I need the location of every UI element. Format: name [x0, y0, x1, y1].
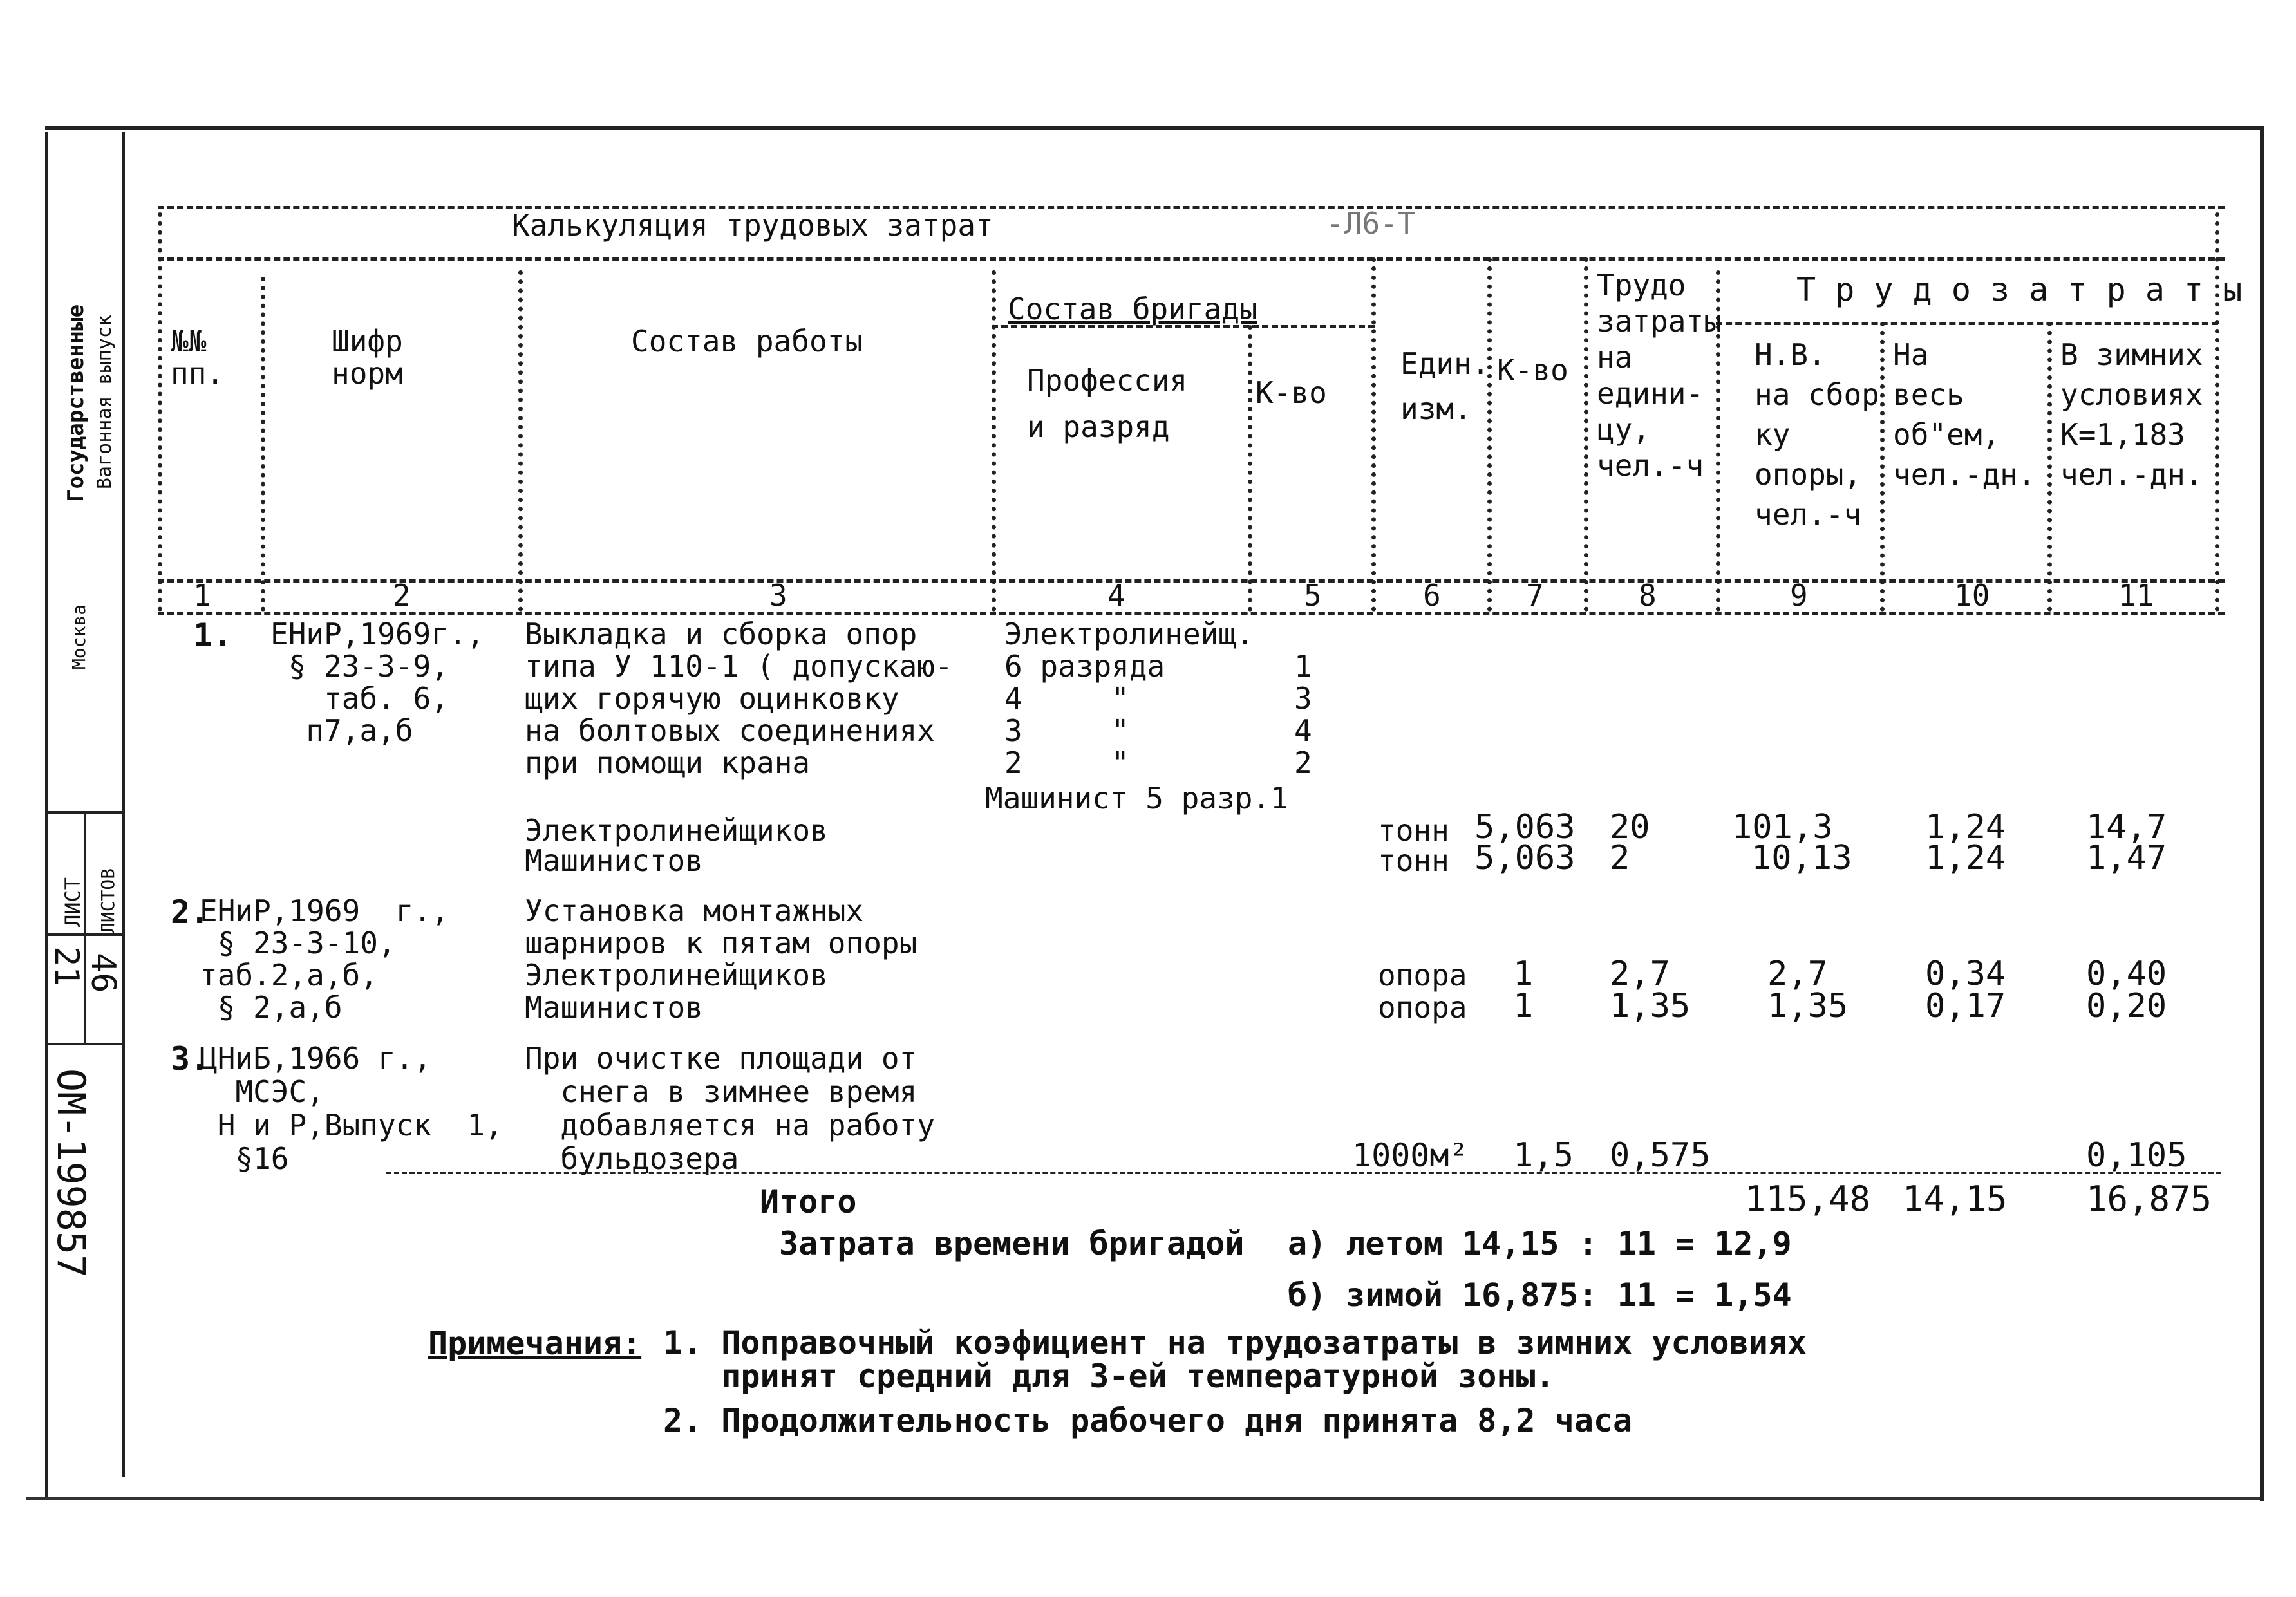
row3-num: 3. — [171, 1040, 210, 1078]
total-label: Итого — [760, 1183, 857, 1220]
brigade-time-summer: а) летом 14,15 : 11 = 12,9 — [1288, 1225, 1792, 1262]
row1-profession: Электролинейщ. 6 разряда 4 " 3 " 2 " — [1004, 617, 1254, 780]
header-second-line — [158, 257, 2225, 261]
row1-sub1-labor-unit: 20 — [1610, 808, 1650, 846]
row1-work: Выкладка и сборка опор типа У 110-1 ( допускаю- щих горячую оцинковку на болтовых соединениях при помощи крана — [525, 617, 953, 780]
col-number-7: 7 — [1526, 578, 1544, 613]
row2-code: ЕНиР,1969 г., § 23-3-10, таб.2,а,б, § 2,а,б — [200, 893, 449, 1025]
side-sheets-label: ЛИСТОВ — [97, 868, 118, 933]
row1-sub2-labor-unit: 2 — [1610, 839, 1630, 877]
row2-sub1-name: Электролинейщиков — [525, 958, 828, 993]
vline-10 — [2047, 322, 2052, 612]
row2-sub1-qty: 1 — [1513, 955, 1534, 993]
row2-work: Установка монтажных шарниров к пятам опоры — [525, 893, 917, 960]
total-nv: 115,48 — [1745, 1179, 1871, 1219]
col-number-5: 5 — [1304, 578, 1322, 613]
side-stamp-2: Вагонная выпуск — [93, 315, 116, 489]
col-number-11: 11 — [2118, 578, 2154, 613]
row2-sub2-labor-unit: 1,35 — [1610, 987, 1691, 1025]
note-2: 2. Продолжительность рабочего дня принята 8,2 часа — [663, 1402, 1633, 1439]
col-number-4: 4 — [1107, 578, 1125, 613]
row2-sub2-nv: 1,35 — [1767, 987, 1849, 1025]
col-number-2: 2 — [393, 578, 411, 613]
row1-sub2-total: 1,24 — [1925, 839, 2006, 877]
row3-labor-unit: 0,575 — [1610, 1136, 1711, 1175]
vline-4 — [1248, 325, 1252, 612]
header-top-line — [158, 206, 2225, 209]
header-total-volume: На весь об"ем, чел.-дн. — [1893, 337, 2036, 492]
brigade-time-winter: б) зимой 16,875: 11 = 1,54 — [1288, 1276, 1792, 1314]
side-list-number: 21 — [47, 946, 86, 987]
table-title: Калькуляция трудовых затрат — [512, 208, 993, 243]
col-number-1: 1 — [193, 578, 211, 613]
vline-3 — [992, 270, 996, 612]
header-bottom-line — [158, 579, 2225, 583]
row1-machinist: Машинист 5 разр.1 — [985, 781, 1288, 816]
header-count: К-во — [1256, 375, 1327, 410]
row1-sub2-unit: тонн — [1378, 843, 1449, 878]
row2-sub1-labor-unit: 2,7 — [1610, 955, 1670, 993]
row1-sub2-nv: 10,13 — [1751, 839, 1852, 877]
row3-underline — [386, 1172, 2221, 1174]
row1-sub1-qty: 5,063 — [1474, 808, 1576, 846]
row1-code: ЕНиР,1969г., § 23-3-9, таб. 6, п7,а,б — [270, 617, 485, 748]
row3-work: При очистке площади от снега в зимнее время добавляется на работу бульдозера — [525, 1041, 935, 1176]
row2-sub1-winter: 0,40 — [2086, 955, 2167, 993]
notes-label: Примечания: — [428, 1325, 642, 1362]
document-number: ОМ-199857 — [48, 1069, 93, 1278]
row1-sub2-winter: 1,47 — [2086, 839, 2167, 877]
row2-sub2-unit: опора — [1378, 990, 1467, 1025]
row1-sub1-unit: тонн — [1378, 813, 1449, 848]
col-number-6: 6 — [1423, 578, 1441, 613]
row3-code: ЦНиБ,1966 г., МСЭС, Н и Р,Выпуск 1, §16 — [200, 1041, 503, 1176]
header-labor-unit: Трудо затраты на едини- цу, чел.-ч — [1597, 268, 1722, 483]
header-profession: Профессия и разряд — [1027, 363, 1188, 444]
row1-sub2-name: Машинистов — [525, 843, 703, 878]
vline-left — [158, 212, 162, 612]
row1-num: 1. — [193, 617, 232, 654]
note-1: 1. Поправочный коэфициент на трудозатраты в зимних условиях принят средний для 3-ей температурной зоны. — [663, 1324, 1807, 1395]
vline-2 — [518, 270, 523, 612]
row2-sub2-qty: 1 — [1513, 987, 1534, 1025]
brigade-time-label: Затрата времени бригадой — [779, 1225, 1245, 1262]
row1-count: 1 3 4 2 — [1294, 649, 1312, 780]
side-divider-v — [84, 811, 86, 1043]
row2-sub2-winter: 0,20 — [2086, 987, 2167, 1025]
side-divider-2 — [45, 933, 122, 936]
row2-num: 2. — [171, 893, 210, 931]
header-num: №№ пп. — [171, 324, 225, 391]
colnum-bottom-line — [158, 612, 2225, 615]
row3-qty: 1,5 — [1513, 1136, 1574, 1175]
vline-6 — [1487, 257, 1492, 612]
row2-sub1-total: 0,34 — [1925, 955, 2006, 993]
row2-sub1-nv: 2,7 — [1767, 955, 1828, 993]
row2-sub2-total: 0,17 — [1925, 987, 2006, 1025]
side-stamp-1: Государственные — [63, 304, 89, 502]
side-divider-3 — [45, 1043, 122, 1045]
side-list-label: ЛИСТ — [61, 877, 85, 927]
vline-7 — [1584, 257, 1588, 612]
row3-winter: 0,105 — [2086, 1136, 2187, 1175]
labor-group-subline — [1716, 322, 2218, 325]
total-volume: 14,15 — [1903, 1179, 2008, 1219]
vline-1 — [261, 277, 265, 612]
header-winter: В зимних условиях К=1,183 чел.-дн. — [2060, 337, 2203, 492]
col-number-9: 9 — [1790, 578, 1808, 613]
header-work: Состав работы — [631, 324, 863, 359]
header-unit: Един. изм. — [1400, 346, 1490, 426]
row1-sub1-winter: 14,7 — [2086, 808, 2167, 846]
left-margin-line — [122, 132, 125, 1477]
side-small-text: Москва — [68, 604, 89, 669]
col-number-3: 3 — [769, 578, 787, 613]
table-title-code: -Л6-Т — [1326, 206, 1416, 241]
header-nv: Н.В. на сбор ку опоры, чел.-ч — [1755, 337, 1879, 532]
col-number-10: 10 — [1954, 578, 1990, 613]
header-qty: К-во — [1497, 353, 1568, 388]
row3-unit: 1000м² — [1352, 1137, 1469, 1174]
row1-sub2-qty: 5,063 — [1474, 839, 1576, 877]
row1-sub1-total: 1,24 — [1925, 808, 2006, 846]
vline-9 — [1880, 322, 1885, 612]
header-labor-group: Т р у д о з а т р а т ы — [1796, 271, 2243, 308]
header-code: Шифр норм — [332, 324, 403, 391]
row2-sub1-unit: опора — [1378, 958, 1467, 993]
header-brigade: Состав бригады — [1008, 292, 1257, 326]
row1-sub1-name: Электролинейщиков — [525, 813, 828, 848]
bottom-border — [26, 1497, 2260, 1500]
col-number-8: 8 — [1639, 578, 1657, 613]
total-winter: 16,875 — [2086, 1179, 2212, 1219]
vline-5 — [1371, 257, 1376, 612]
side-sheets-number: 46 — [84, 953, 122, 993]
outer-left-line — [45, 132, 48, 1497]
row2-sub2-name: Машинистов — [525, 990, 703, 1025]
row1-sub1-nv: 101,3 — [1732, 808, 1833, 846]
